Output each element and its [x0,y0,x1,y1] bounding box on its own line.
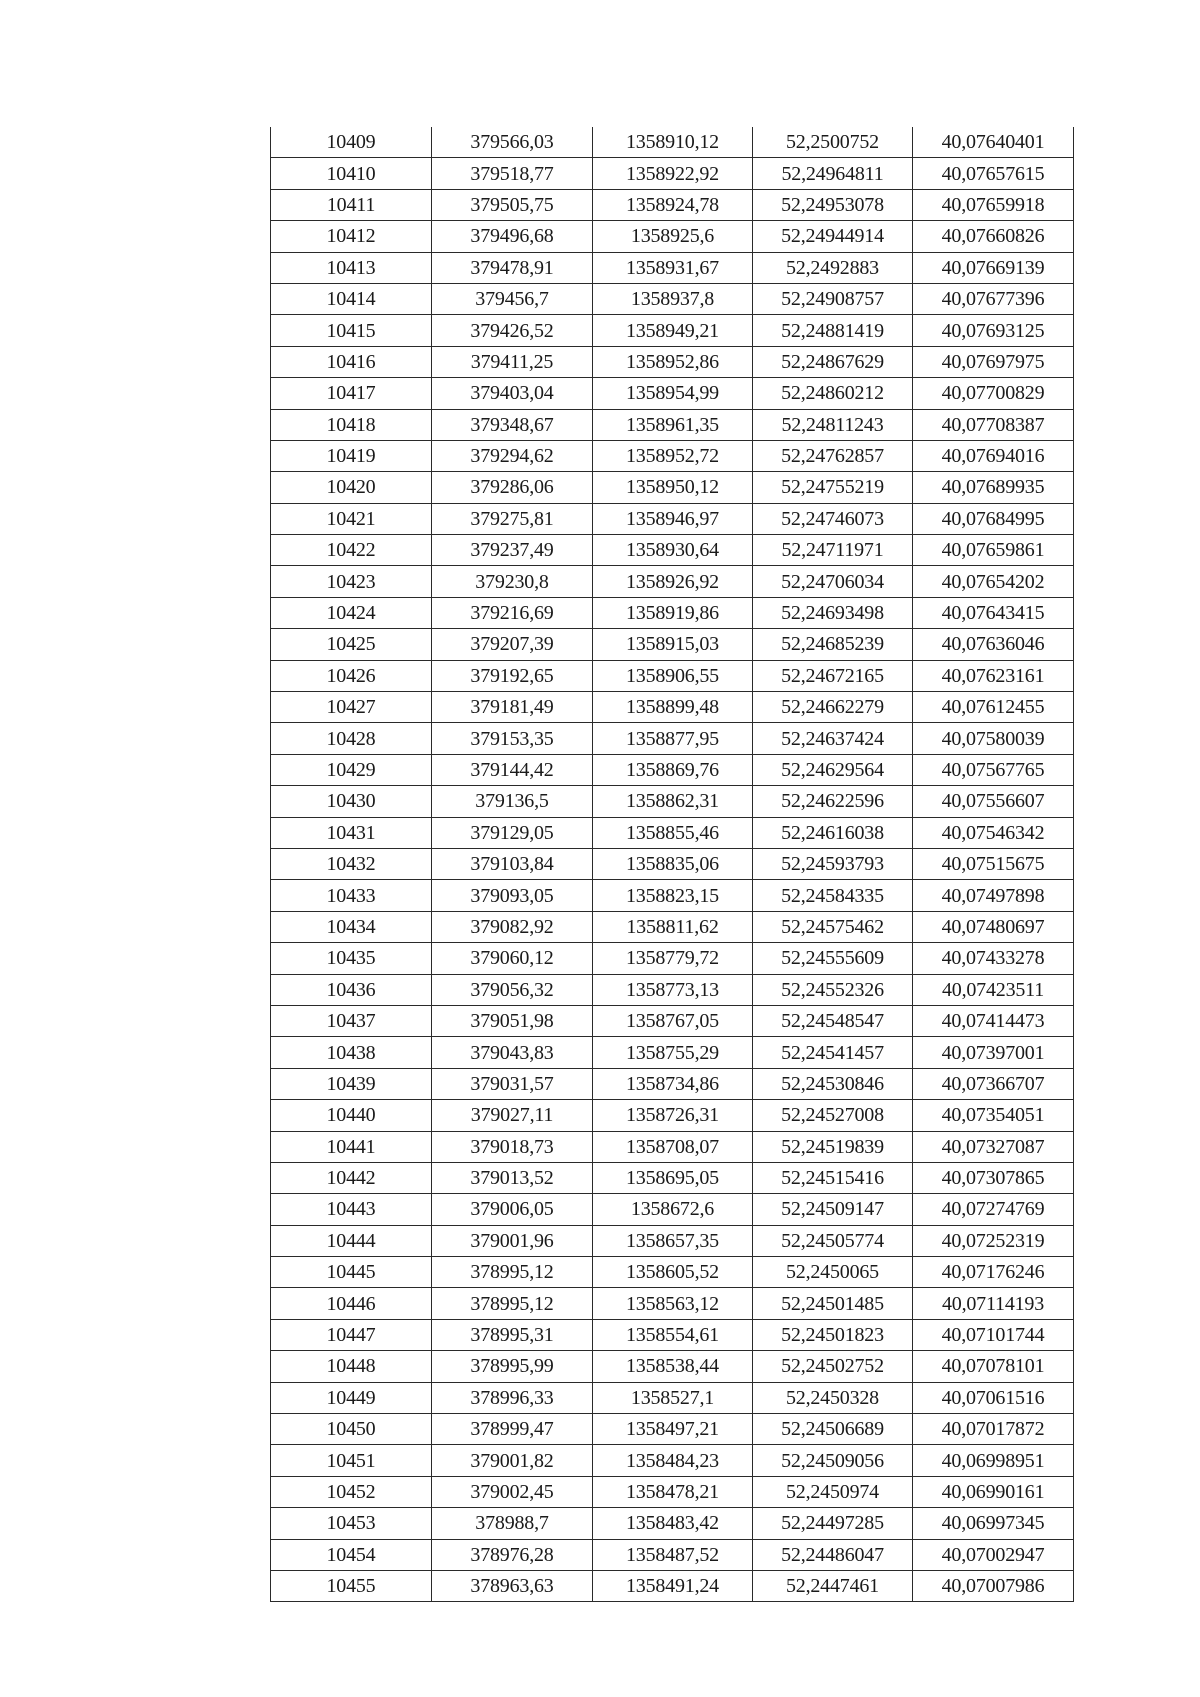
longitude-cell: 40,07659861 [913,535,1074,566]
y-coordinate-cell: 1358950,12 [593,472,753,503]
table-row [271,1351,1074,1382]
longitude-cell: 40,07612455 [913,692,1074,723]
latitude-cell: 52,24506689 [753,1414,913,1445]
latitude-cell: 52,24541457 [753,1037,913,1068]
y-coordinate-cell: 1358554,61 [593,1319,753,1350]
x-coordinate-cell: 379051,98 [432,1005,593,1036]
y-coordinate-cell: 1358538,44 [593,1351,753,1382]
x-coordinate-cell: 379505,75 [432,189,593,220]
latitude-cell: 52,24548547 [753,1005,913,1036]
y-coordinate-cell: 1358925,6 [593,221,753,252]
y-coordinate-cell: 1358931,67 [593,252,753,283]
x-coordinate-cell: 379426,52 [432,315,593,346]
table-row [271,660,1074,691]
y-coordinate-cell: 1358755,29 [593,1037,753,1068]
x-coordinate-cell: 379294,62 [432,440,593,471]
y-coordinate-cell: 1358869,76 [593,754,753,785]
point-number-cell: 10448 [271,1351,432,1382]
point-number-cell: 10419 [271,440,432,471]
x-coordinate-cell: 379456,7 [432,283,593,314]
point-number-cell: 10432 [271,848,432,879]
point-number-cell: 10444 [271,1225,432,1256]
longitude-cell: 40,07397001 [913,1037,1074,1068]
table-row [271,158,1074,189]
y-coordinate-cell: 1358922,92 [593,158,753,189]
longitude-cell: 40,07677396 [913,283,1074,314]
x-coordinate-cell: 379031,57 [432,1068,593,1099]
point-number-cell: 10447 [271,1319,432,1350]
table-row [271,535,1074,566]
x-coordinate-cell: 379018,73 [432,1131,593,1162]
point-number-cell: 10412 [271,221,432,252]
latitude-cell: 52,24881419 [753,315,913,346]
y-coordinate-cell: 1358910,12 [593,127,753,158]
point-number-cell: 10433 [271,880,432,911]
point-number-cell: 10443 [271,1194,432,1225]
x-coordinate-cell: 379230,8 [432,566,593,597]
point-number-cell: 10434 [271,911,432,942]
latitude-cell: 52,24515416 [753,1162,913,1193]
longitude-cell: 40,07114193 [913,1288,1074,1319]
x-coordinate-cell: 379144,42 [432,754,593,785]
latitude-cell: 52,24552326 [753,974,913,1005]
y-coordinate-cell: 1358954,99 [593,378,753,409]
latitude-cell: 52,2492883 [753,252,913,283]
y-coordinate-cell: 1358919,86 [593,597,753,628]
y-coordinate-cell: 1358906,55 [593,660,753,691]
latitude-cell: 52,24519839 [753,1131,913,1162]
x-coordinate-cell: 379006,05 [432,1194,593,1225]
point-number-cell: 10445 [271,1257,432,1288]
x-coordinate-cell: 379043,83 [432,1037,593,1068]
x-coordinate-cell: 379013,52 [432,1162,593,1193]
x-coordinate-cell: 379181,49 [432,692,593,723]
table-row [271,127,1074,158]
table-row [271,1068,1074,1099]
point-number-cell: 10449 [271,1382,432,1413]
latitude-cell: 52,2447461 [753,1570,913,1601]
table-row [271,1414,1074,1445]
latitude-cell: 52,24593793 [753,848,913,879]
point-number-cell: 10427 [271,692,432,723]
x-coordinate-cell: 379027,11 [432,1100,593,1131]
y-coordinate-cell: 1358497,21 [593,1414,753,1445]
point-number-cell: 10415 [271,315,432,346]
point-number-cell: 10446 [271,1288,432,1319]
longitude-cell: 40,07354051 [913,1100,1074,1131]
y-coordinate-cell: 1358835,06 [593,848,753,879]
longitude-cell: 40,06998951 [913,1445,1074,1476]
y-coordinate-cell: 1358915,03 [593,629,753,660]
x-coordinate-cell: 379103,84 [432,848,593,879]
y-coordinate-cell: 1358491,24 [593,1570,753,1601]
point-number-cell: 10410 [271,158,432,189]
table-row [271,252,1074,283]
longitude-cell: 40,07176246 [913,1257,1074,1288]
latitude-cell: 52,24944914 [753,221,913,252]
point-number-cell: 10426 [271,660,432,691]
x-coordinate-cell: 378995,12 [432,1257,593,1288]
y-coordinate-cell: 1358952,86 [593,346,753,377]
table-row [271,1194,1074,1225]
point-number-cell: 10414 [271,283,432,314]
point-number-cell: 10450 [271,1414,432,1445]
y-coordinate-cell: 1358734,86 [593,1068,753,1099]
table-row [271,1539,1074,1570]
y-coordinate-cell: 1358767,05 [593,1005,753,1036]
x-coordinate-cell: 379136,5 [432,786,593,817]
table-row [271,409,1074,440]
table-row [271,1319,1074,1350]
y-coordinate-cell: 1358527,1 [593,1382,753,1413]
table-row [271,1570,1074,1601]
latitude-cell: 52,24622596 [753,786,913,817]
x-coordinate-cell: 379275,81 [432,503,593,534]
point-number-cell: 10442 [271,1162,432,1193]
x-coordinate-cell: 379403,04 [432,378,593,409]
table-row [271,786,1074,817]
point-number-cell: 10452 [271,1476,432,1507]
x-coordinate-cell: 379192,65 [432,660,593,691]
point-number-cell: 10439 [271,1068,432,1099]
table-row [271,1382,1074,1413]
longitude-cell: 40,07515675 [913,848,1074,879]
longitude-cell: 40,07061516 [913,1382,1074,1413]
longitude-cell: 40,07654202 [913,566,1074,597]
latitude-cell: 52,24555609 [753,943,913,974]
x-coordinate-cell: 379082,92 [432,911,593,942]
y-coordinate-cell: 1358708,07 [593,1131,753,1162]
y-coordinate-cell: 1358672,6 [593,1194,753,1225]
latitude-cell: 52,24755219 [753,472,913,503]
longitude-cell: 40,07694016 [913,440,1074,471]
table-row [271,817,1074,848]
longitude-cell: 40,07007986 [913,1570,1074,1601]
x-coordinate-cell: 379411,25 [432,346,593,377]
latitude-cell: 52,24527008 [753,1100,913,1131]
x-coordinate-cell: 379060,12 [432,943,593,974]
table-row [271,283,1074,314]
longitude-cell: 40,07433278 [913,943,1074,974]
latitude-cell: 52,24575462 [753,911,913,942]
x-coordinate-cell: 378995,99 [432,1351,593,1382]
latitude-cell: 52,24811243 [753,409,913,440]
latitude-cell: 52,24762857 [753,440,913,471]
latitude-cell: 52,2500752 [753,127,913,158]
x-coordinate-cell: 379478,91 [432,252,593,283]
x-coordinate-cell: 379216,69 [432,597,593,628]
longitude-cell: 40,07327087 [913,1131,1074,1162]
x-coordinate-cell: 378976,28 [432,1539,593,1570]
longitude-cell: 40,07567765 [913,754,1074,785]
latitude-cell: 52,24629564 [753,754,913,785]
x-coordinate-cell: 379129,05 [432,817,593,848]
x-coordinate-cell: 379093,05 [432,880,593,911]
table-row [271,1100,1074,1131]
table-row [271,911,1074,942]
point-number-cell: 10416 [271,346,432,377]
longitude-cell: 40,06997345 [913,1508,1074,1539]
latitude-cell: 52,24616038 [753,817,913,848]
point-number-cell: 10437 [271,1005,432,1036]
longitude-cell: 40,07366707 [913,1068,1074,1099]
latitude-cell: 52,24486047 [753,1539,913,1570]
x-coordinate-cell: 378995,31 [432,1319,593,1350]
point-number-cell: 10453 [271,1508,432,1539]
y-coordinate-cell: 1358657,35 [593,1225,753,1256]
latitude-cell: 52,24501823 [753,1319,913,1350]
table-row [271,1476,1074,1507]
table-row [271,754,1074,785]
latitude-cell: 52,24672165 [753,660,913,691]
table-row [271,629,1074,660]
table-row [271,189,1074,220]
table-row [271,943,1074,974]
latitude-cell: 52,24637424 [753,723,913,754]
longitude-cell: 40,07693125 [913,315,1074,346]
x-coordinate-cell: 379153,35 [432,723,593,754]
latitude-cell: 52,24685239 [753,629,913,660]
y-coordinate-cell: 1358877,95 [593,723,753,754]
point-number-cell: 10441 [271,1131,432,1162]
latitude-cell: 52,24953078 [753,189,913,220]
x-coordinate-cell: 379002,45 [432,1476,593,1507]
longitude-cell: 40,07414473 [913,1005,1074,1036]
longitude-cell: 40,07480697 [913,911,1074,942]
point-number-cell: 10421 [271,503,432,534]
table-row [271,315,1074,346]
point-number-cell: 10431 [271,817,432,848]
longitude-cell: 40,07101744 [913,1319,1074,1350]
longitude-cell: 40,07017872 [913,1414,1074,1445]
point-number-cell: 10454 [271,1539,432,1570]
longitude-cell: 40,07556607 [913,786,1074,817]
table-row [271,723,1074,754]
latitude-cell: 52,24530846 [753,1068,913,1099]
longitude-cell: 40,07546342 [913,817,1074,848]
latitude-cell: 52,24711971 [753,535,913,566]
y-coordinate-cell: 1358926,92 [593,566,753,597]
longitude-cell: 40,07002947 [913,1539,1074,1570]
point-number-cell: 10451 [271,1445,432,1476]
table-row [271,1288,1074,1319]
x-coordinate-cell: 378963,63 [432,1570,593,1601]
table-row [271,1445,1074,1476]
y-coordinate-cell: 1358862,31 [593,786,753,817]
longitude-cell: 40,07252319 [913,1225,1074,1256]
table-row [271,472,1074,503]
point-number-cell: 10435 [271,943,432,974]
longitude-cell: 40,07078101 [913,1351,1074,1382]
table-row [271,597,1074,628]
point-number-cell: 10440 [271,1100,432,1131]
y-coordinate-cell: 1358946,97 [593,503,753,534]
table-row [271,1508,1074,1539]
latitude-cell: 52,24509056 [753,1445,913,1476]
table-row [271,378,1074,409]
latitude-cell: 52,24501485 [753,1288,913,1319]
longitude-cell: 40,07497898 [913,880,1074,911]
point-number-cell: 10425 [271,629,432,660]
table-row [271,221,1074,252]
y-coordinate-cell: 1358726,31 [593,1100,753,1131]
y-coordinate-cell: 1358695,05 [593,1162,753,1193]
y-coordinate-cell: 1358937,8 [593,283,753,314]
point-number-cell: 10422 [271,535,432,566]
longitude-cell: 40,07700829 [913,378,1074,409]
longitude-cell: 40,07697975 [913,346,1074,377]
latitude-cell: 52,24584335 [753,880,913,911]
x-coordinate-cell: 378999,47 [432,1414,593,1445]
latitude-cell: 52,24497285 [753,1508,913,1539]
latitude-cell: 52,24509147 [753,1194,913,1225]
table-row [271,1037,1074,1068]
x-coordinate-cell: 379001,82 [432,1445,593,1476]
latitude-cell: 52,24746073 [753,503,913,534]
table-row [271,1005,1074,1036]
y-coordinate-cell: 1358961,35 [593,409,753,440]
latitude-cell: 52,24860212 [753,378,913,409]
table-row [271,974,1074,1005]
point-number-cell: 10420 [271,472,432,503]
y-coordinate-cell: 1358949,21 [593,315,753,346]
longitude-cell: 40,07274769 [913,1194,1074,1225]
table-row [271,880,1074,911]
latitude-cell: 52,2450974 [753,1476,913,1507]
table-row [271,566,1074,597]
y-coordinate-cell: 1358487,52 [593,1539,753,1570]
point-number-cell: 10413 [271,252,432,283]
point-number-cell: 10438 [271,1037,432,1068]
y-coordinate-cell: 1358484,23 [593,1445,753,1476]
longitude-cell: 40,07689935 [913,472,1074,503]
y-coordinate-cell: 1358478,21 [593,1476,753,1507]
latitude-cell: 52,24867629 [753,346,913,377]
x-coordinate-cell: 378988,7 [432,1508,593,1539]
table-row [271,692,1074,723]
table-row [271,1225,1074,1256]
table-row [271,1257,1074,1288]
table-row [271,1131,1074,1162]
x-coordinate-cell: 378995,12 [432,1288,593,1319]
y-coordinate-cell: 1358924,78 [593,189,753,220]
y-coordinate-cell: 1358563,12 [593,1288,753,1319]
point-number-cell: 10409 [271,127,432,158]
longitude-cell: 40,07659918 [913,189,1074,220]
longitude-cell: 40,07660826 [913,221,1074,252]
y-coordinate-cell: 1358773,13 [593,974,753,1005]
longitude-cell: 40,07307865 [913,1162,1074,1193]
latitude-cell: 52,24964811 [753,158,913,189]
y-coordinate-cell: 1358811,62 [593,911,753,942]
y-coordinate-cell: 1358483,42 [593,1508,753,1539]
latitude-cell: 52,24908757 [753,283,913,314]
latitude-cell: 52,24505774 [753,1225,913,1256]
x-coordinate-cell: 379286,06 [432,472,593,503]
table-row [271,346,1074,377]
table-row [271,440,1074,471]
coordinates-table [270,127,1074,1602]
longitude-cell: 40,07423511 [913,974,1074,1005]
longitude-cell: 40,07580039 [913,723,1074,754]
latitude-cell: 52,24693498 [753,597,913,628]
longitude-cell: 40,07640401 [913,127,1074,158]
y-coordinate-cell: 1358605,52 [593,1257,753,1288]
latitude-cell: 52,2450328 [753,1382,913,1413]
longitude-cell: 40,07669139 [913,252,1074,283]
latitude-cell: 52,2450065 [753,1257,913,1288]
longitude-cell: 40,06990161 [913,1476,1074,1507]
y-coordinate-cell: 1358779,72 [593,943,753,974]
point-number-cell: 10417 [271,378,432,409]
y-coordinate-cell: 1358823,15 [593,880,753,911]
point-number-cell: 10411 [271,189,432,220]
coordinates-table-body [271,127,1074,1602]
table-row [271,848,1074,879]
point-number-cell: 10430 [271,786,432,817]
longitude-cell: 40,07643415 [913,597,1074,628]
x-coordinate-cell: 379348,67 [432,409,593,440]
x-coordinate-cell: 379207,39 [432,629,593,660]
x-coordinate-cell: 379056,32 [432,974,593,1005]
table-row [271,1162,1074,1193]
y-coordinate-cell: 1358930,64 [593,535,753,566]
point-number-cell: 10418 [271,409,432,440]
table-row [271,503,1074,534]
x-coordinate-cell: 379237,49 [432,535,593,566]
latitude-cell: 52,24502752 [753,1351,913,1382]
longitude-cell: 40,07684995 [913,503,1074,534]
latitude-cell: 52,24662279 [753,692,913,723]
y-coordinate-cell: 1358855,46 [593,817,753,848]
x-coordinate-cell: 379518,77 [432,158,593,189]
y-coordinate-cell: 1358952,72 [593,440,753,471]
x-coordinate-cell: 378996,33 [432,1382,593,1413]
x-coordinate-cell: 379566,03 [432,127,593,158]
point-number-cell: 10424 [271,597,432,628]
longitude-cell: 40,07708387 [913,409,1074,440]
longitude-cell: 40,07623161 [913,660,1074,691]
longitude-cell: 40,07636046 [913,629,1074,660]
point-number-cell: 10423 [271,566,432,597]
latitude-cell: 52,24706034 [753,566,913,597]
x-coordinate-cell: 379496,68 [432,221,593,252]
point-number-cell: 10436 [271,974,432,1005]
point-number-cell: 10455 [271,1570,432,1601]
x-coordinate-cell: 379001,96 [432,1225,593,1256]
longitude-cell: 40,07657615 [913,158,1074,189]
point-number-cell: 10429 [271,754,432,785]
y-coordinate-cell: 1358899,48 [593,692,753,723]
point-number-cell: 10428 [271,723,432,754]
